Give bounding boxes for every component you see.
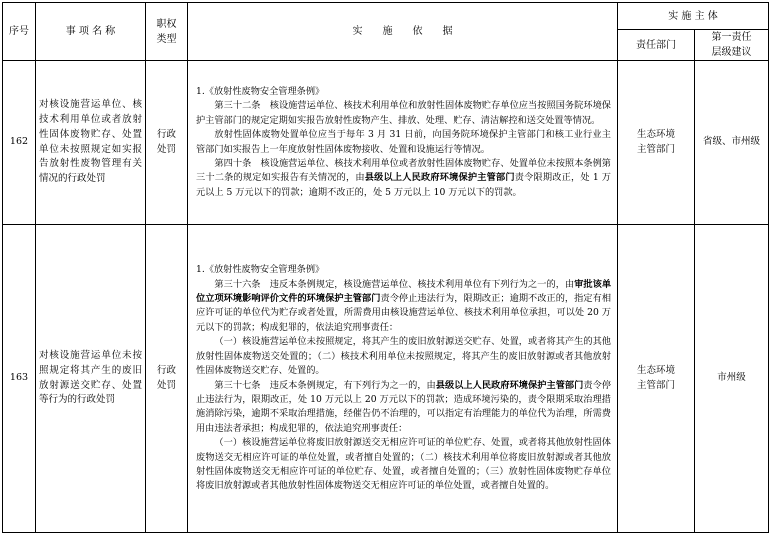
basis-title: 1.《放射性废物安全管理条例》	[196, 264, 325, 276]
header-seq: 序号	[3, 3, 36, 61]
header-basis: 实 施 依 据	[188, 3, 618, 61]
admin-power-table	[2, 2, 769, 533]
basis-paragraph: （一）核设施营运单位将废旧放射源送交无相应许可证的单位贮存、处置，或者将其他放射性固体废物送交无相应许可证的单位处置，或者擅自处置的；（二）核技术利用单位将废旧放射源或者其他放射性固体废物送交无相应许可证的单位贮存、处置，或者擅自处置的；（三）放射性固体废物贮存单位将废旧放射源或者其他放射性固体废物送交无相应许可证的单位处置，或者擅自处置的。	[196, 437, 611, 492]
table-row	[3, 225, 769, 533]
row-matter: 对核设施营运单位未按照规定将其产生的废旧放射源送交贮存、处置等行为的行政处罚	[36, 225, 146, 533]
row-level: 省级、市州级	[695, 61, 769, 225]
authority-emphasis: 县级以上人民政府环境保护主管部门	[435, 379, 584, 391]
header-matter: 事 项 名 称	[36, 3, 146, 61]
header-dept: 责任部门	[618, 30, 695, 61]
basis-paragraph: 第四十条 核设施营运单位、核技术利用单位或者放射性固体废物贮存、处置单位未按照本条例第三十二条的规定如实报告有关情况的，由县级以上人民政府环境保护主管部门责令限期改正，处 1 万元以上 5 万元以下的罚款；逾期不改正的，处 5 万元以上 10 万元以下的罚款。	[196, 157, 611, 198]
row-type: 行政 处罚	[146, 61, 188, 225]
header-level: 第一责任 层级建议	[695, 30, 769, 61]
basis-title: 1.《放射性废物安全管理条例》	[196, 85, 325, 97]
authority-emphasis: 县级以上人民政府环境保护主管部门	[364, 172, 515, 184]
basis-paragraph: （一）核设施营运单位未按照规定，将其产生的废旧放射源送交贮存、处置，或者将其产生的其他放射性固体废物送交处置的；（二）核技术利用单位未按照规定，将其产生的废旧放射源或者其他放射性固体废物送交贮存、处置的。	[196, 336, 611, 377]
basis-paragraph: 第三十六条 违反本条例规定，核设施营运单位、核技术利用单位有下列行为之一的，由审批该单位立项环境影响评价文件的环境保护主管部门责令停止违法行为，限期改正；逾期不改正的，指定有相应许可证的单位代为贮存或者处置，所需费用由核设施营运单位、核技术利用单位承担，可以处 20 万元以下的罚款；构成犯罪的，依法追究刑事责任：	[196, 278, 612, 333]
row-level: 市州级	[695, 225, 769, 533]
basis-paragraph: 放射性固体废物处置单位应当于每年 3 月 31 日前，向国务院环境保护主管部门和核工业行业主管部门如实报告上一年度放射性固体废物接收、处置和设施运行等情况。	[196, 129, 611, 155]
table-row	[3, 61, 769, 225]
header-subject: 实 施 主 体	[618, 3, 769, 30]
header-type: 职权 类型	[146, 3, 188, 61]
row-matter: 对核设施营运单位、核技术利用单位或者放射性固体废物贮存、处置单位未按照规定如实报告放射性废物管理有关情况的行政处罚	[36, 61, 146, 225]
row-basis	[188, 225, 618, 533]
row-seq: 163	[3, 225, 36, 533]
row-seq: 162	[3, 61, 36, 225]
basis-paragraph: 第三十二条 核设施营运单位、核技术利用单位和放射性固体废物贮存单位应当按照国务院环境保护主管部门的规定定期如实报告放射性废物产生、排放、处理、贮存、清洁解控和送交处置等情况。	[196, 100, 611, 126]
row-dept: 生态环境 主管部门	[618, 61, 695, 225]
row-dept: 生态环境 主管部门	[618, 225, 695, 533]
row-basis	[188, 61, 618, 225]
row-type: 行政 处罚	[146, 225, 188, 533]
basis-paragraph: 第三十七条 违反本条例规定，有下列行为之一的，由县级以上人民政府环境保护主管部门责令停止违法行为，限期改正，处 10 万元以上 20 万元以下的罚款；造成环境污染的，责令限期采取治理措施消除污染，逾期不采取治理措施，经催告仍不治理的，可以指定有治理能力的单位代为治理，所需费用由违法者承担；构成犯罪的，依法追究刑事责任：	[196, 379, 612, 434]
authority-emphasis: 审批该单位立项环境影响评价文件的环境保护主管部门	[196, 278, 612, 305]
